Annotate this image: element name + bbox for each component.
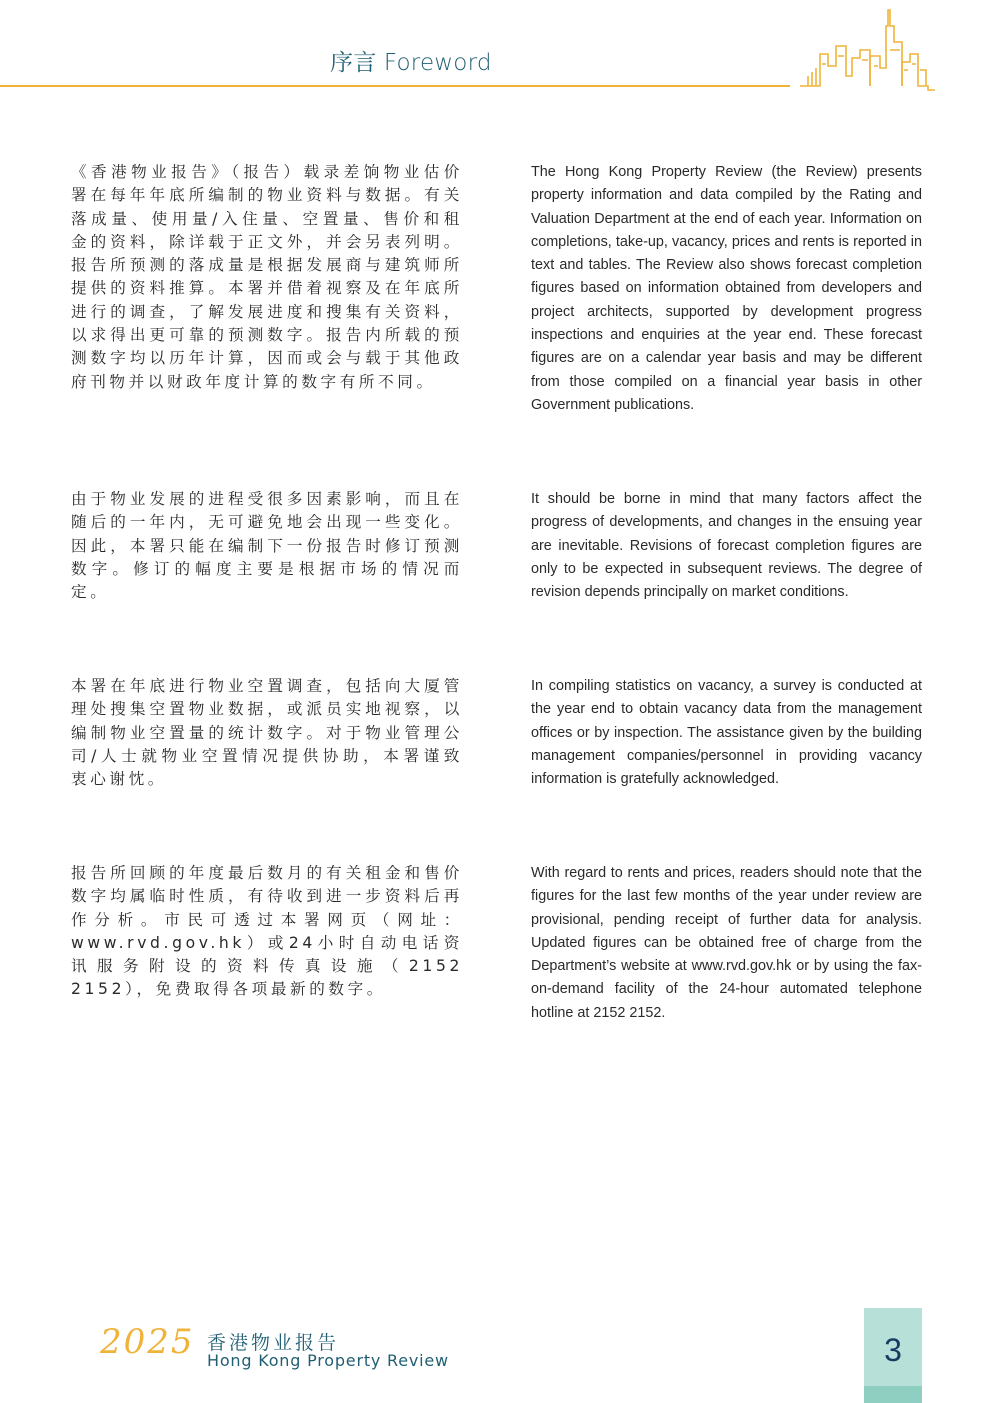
report-year: 2025 [100, 1322, 195, 1362]
paragraph-en-4: With regard to rents and prices, readers should note that the figures for the last few months of the year under review are provisional, pending receipt of further data for analysis. Updated figures can be obtained free of charge from the Department’s website at www.rvd.gov.hk or by using the fax-on-demand facility of the 24-hour automated telephone hotline at 2152 2152. [531, 865, 922, 1021]
page-number: 3 [864, 1308, 922, 1386]
paragraph-en-1: The Hong Kong Property Review (the Review) presents property information and data compiled by the Rating and Valuation Department at the end of each year. Information on completions, take-up, vacancy, prices and rents is reported in text and tables. The Review also shows forecast completion figures based on information obtained from developers and project architects, supported by development progress inspections and enquiries at the year end. These forecast figures are on a calendar year basis and may be different from those compiled on a financial year basis in other Government publications. [531, 164, 922, 413]
paragraph-en-2: It should be borne in mind that many factors affect the progress of developments, and changes in the ensuing year are inevitable. Revisions of forecast completion figures are only to be expected in subsequent reviews. The degree of revision depends principally on market conditions. [531, 491, 922, 601]
header-divider [0, 85, 790, 87]
page-title: 序言 Foreword [330, 50, 492, 76]
paragraph-en-3: In compiling statistics on vacancy, a survey is conducted at the year end to obtain vacancy data from the management offices or by inspection. The assistance given by the building management companies/personnel in providing vacancy information is gratefully acknowledged. [531, 678, 922, 788]
report-title-en: Hong Kong Property Review [207, 1351, 449, 1370]
city-skyline-icon [800, 6, 935, 98]
paragraph-zh-3: 本署在年底进行物业空置调查，包括向大厦管理处搜集空置物业数据，或派员实地视察，以编制物业空置量的统计数字。对于物业管理公司/人士就物业空置情况提供协助，本署谨致衷心谢忱。 [71, 677, 463, 789]
paragraph-zh-1: 《香港物业报告》（报告）载录差饷物业估价署在每年年底所编制的物业资料与数据。有关落成量、使用量/入住量、空置量、售价和租金的资料，除详载于正文外，并会另表列明。报告所预测的落成量是根据发展商与建筑师所提供的资料推算。本署并借着视察及在年底所进行的调查，了解发展进度和搜集有关资料，以求得出更可靠的预测数字。报告内所载的预测数字均以历年计算，因而或会与载于其他政府刊物并以财政年度计算的数字有所不同。 [71, 163, 463, 391]
report-title-zh: 香港物业报告 [207, 1332, 340, 1354]
page-number-strip [864, 1386, 922, 1403]
paragraph-zh-4: 报告所回顾的年度最后数月的有关租金和售价数字均属临时性质，有待收到进一步资料后再作分析。市民可透过本署网页（网址：www.rvd.gov.hk）或24小时自动电话资讯服务附设的资料传真设施（2152 2152），免费取得各项最新的数字。 [71, 864, 463, 999]
paragraph-zh-2: 由于物业发展的进程受很多因素影响，而且在随后的一年内，无可避免地会出现一些变化。因此，本署只能在编制下一份报告时修订预测数字。修订的幅度主要是根据市场的情况而定。 [71, 490, 463, 602]
